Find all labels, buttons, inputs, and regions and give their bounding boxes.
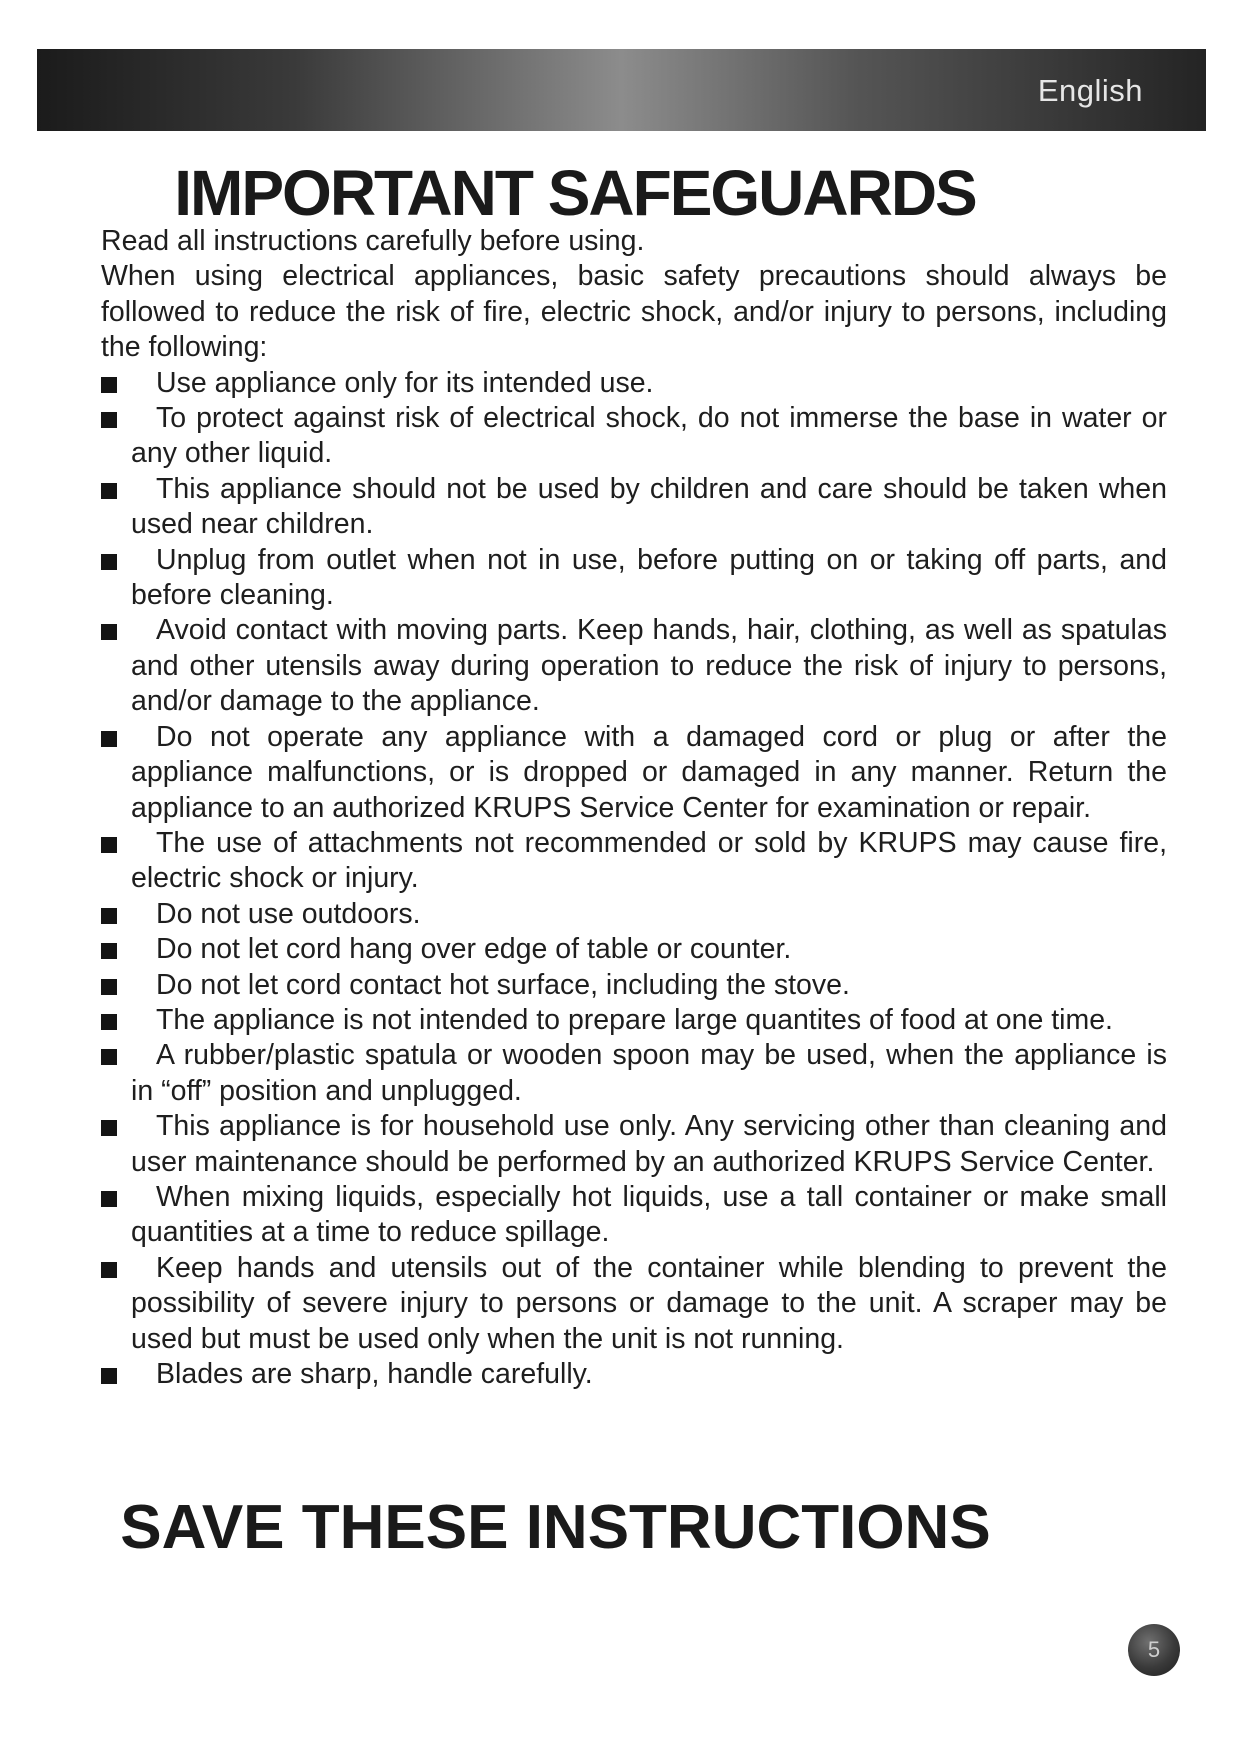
intro-line-2: When using electrical appliances, basic safety precautions should always be followed to reduce the risk of fire, electric shock, and/or injury to persons, including the following: xyxy=(101,260,1167,364)
list-item xyxy=(101,1038,1167,1109)
list-item xyxy=(101,613,1167,719)
square-bullet-icon xyxy=(101,1014,117,1030)
square-bullet-icon xyxy=(101,908,117,924)
list-item xyxy=(101,1180,1167,1251)
list-item-text: The use of attachments not recommended or sold by KRUPS may cause fire, electric shock or injury. xyxy=(131,826,1167,895)
square-bullet-icon xyxy=(101,943,117,959)
list-item-text: Unplug from outlet when not in use, before putting on or taking off parts, and before cleaning. xyxy=(131,543,1167,612)
list-item xyxy=(101,366,1167,401)
intro xyxy=(101,224,1167,366)
list-item xyxy=(101,1357,1167,1392)
list-item-text: Blades are sharp, handle carefully. xyxy=(156,1358,593,1390)
list-item xyxy=(101,720,1167,826)
square-bullet-icon xyxy=(101,554,117,570)
list-item xyxy=(101,826,1167,897)
list-item xyxy=(101,1109,1167,1180)
list-item xyxy=(101,932,1167,967)
intro-line-1: Read all instructions carefully before using. xyxy=(101,225,645,257)
square-bullet-icon xyxy=(101,412,117,428)
square-bullet-icon xyxy=(101,624,117,640)
square-bullet-icon xyxy=(101,1368,117,1384)
list-item-text: The appliance is not intended to prepare large quantites of food at one time. xyxy=(156,1003,1113,1036)
list-item xyxy=(101,897,1167,932)
list-item xyxy=(101,543,1167,614)
save-instructions-heading: SAVE THESE INSTRUCTIONS xyxy=(120,1493,991,1562)
list-item-text: When mixing liquids, especially hot liquids, use a tall container or make small quantities at a time to reduce spillage. xyxy=(131,1180,1167,1249)
square-bullet-icon xyxy=(101,1191,117,1207)
square-bullet-icon xyxy=(101,837,117,853)
square-bullet-icon xyxy=(101,1262,117,1278)
square-bullet-icon xyxy=(101,483,117,499)
list-item-text: To protect against risk of electrical shock, do not immerse the base in water or any other liquid. xyxy=(131,402,1167,470)
list-item-text: Keep hands and utensils out of the container while blending to prevent the possibility of severe injury to persons or damage to the unit. A scraper may be used but must be used only when the unit is not running. xyxy=(131,1251,1167,1355)
list-item-text: This appliance should not be used by children and care should be taken when used near children. xyxy=(131,472,1167,541)
square-bullet-icon xyxy=(101,1049,117,1065)
square-bullet-icon xyxy=(101,731,117,747)
list-item xyxy=(101,401,1167,472)
square-bullet-icon xyxy=(101,377,117,393)
list-item-text: This appliance is for household use only. Any servicing other than cleaning and user maintenance should be performed by an authorized KRUPS Service Center. xyxy=(131,1110,1167,1178)
list-item-text: Do not use outdoors. xyxy=(156,897,421,930)
list-item xyxy=(101,1003,1167,1038)
list-item-text: A rubber/plastic spatula or wooden spoon may be used, when the appliance is in “off” position and unplugged. xyxy=(131,1039,1167,1107)
square-bullet-icon xyxy=(101,979,117,995)
list-item-text: Do not operate any appliance with a damaged cord or plug or after the appliance malfunctions, or is dropped or damaged in any manner. Return the appliance to an authorized KRUPS Service Center for examination or repair. xyxy=(131,720,1167,824)
list-item xyxy=(101,968,1167,1003)
square-bullet-icon xyxy=(101,1120,117,1136)
list-item-text: Do not let cord hang over edge of table or counter. xyxy=(156,933,792,966)
safeguards-content xyxy=(101,224,1167,1392)
list-item-text: Do not let cord contact hot surface, including the stove. xyxy=(156,968,850,1001)
list-item-text: Avoid contact with moving parts. Keep hands, hair, clothing, as well as spatulas and other utensils away during operation to reduce the risk of injury to persons, and/or damage to the appliance. xyxy=(131,614,1167,718)
safeguard-list xyxy=(101,366,1167,1393)
language-label: English xyxy=(1037,73,1143,108)
header-bar xyxy=(37,49,1206,131)
list-item-text: Use appliance only for its intended use. xyxy=(156,366,654,399)
page-title: IMPORTANT SAFEGUARDS xyxy=(174,157,976,229)
list-item xyxy=(101,472,1167,543)
page-number-badge: 5 xyxy=(1128,1624,1180,1676)
list-item xyxy=(101,1251,1167,1357)
